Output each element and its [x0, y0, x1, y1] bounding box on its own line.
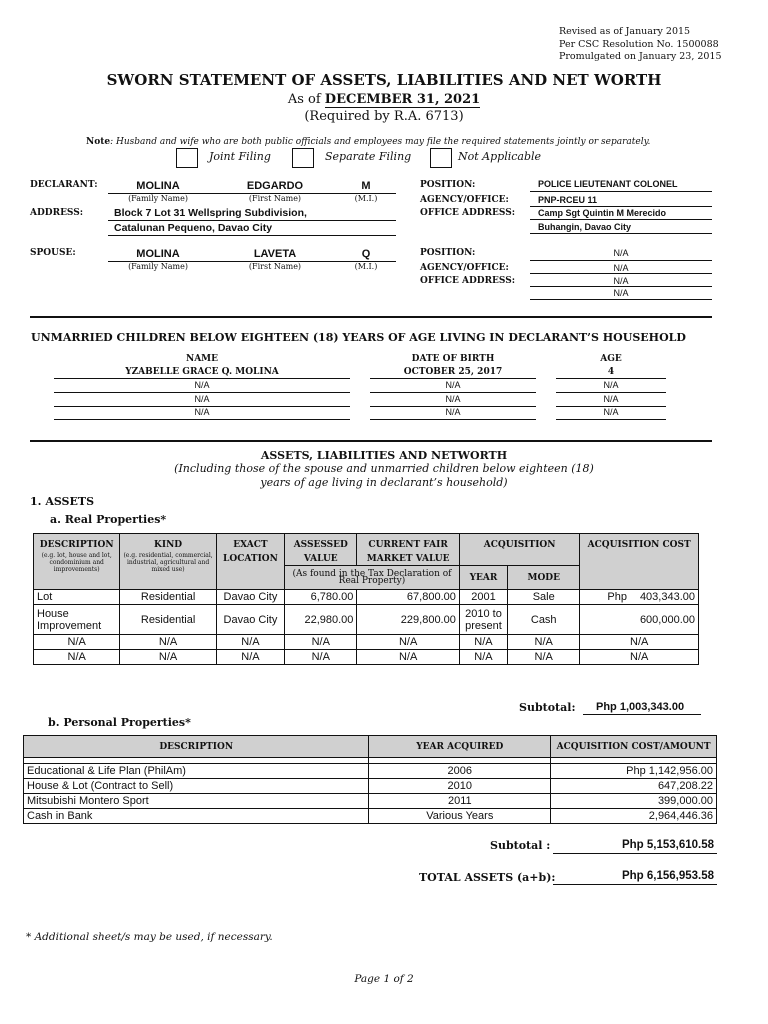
- declarant-address-line2: Catalunan Pequeno, Davao City: [114, 222, 273, 234]
- aln-heading: ASSETS, LIABILITIES AND NETWORTH: [260, 449, 508, 462]
- declarant-office-line1: Camp Sgt Quintin M Merecido: [538, 208, 667, 218]
- declarant-address-line1: Block 7 Lot 31 Wellspring Subdivision,: [114, 207, 307, 219]
- pp-cost: Php 1,142,956.00: [551, 764, 717, 779]
- position-label: POSITION:: [420, 180, 476, 190]
- agency-label: AGENCY/OFFICE:: [420, 195, 509, 205]
- real-desc: Lot: [34, 590, 120, 605]
- office-address-label: OFFICE ADDRESS:: [420, 208, 516, 218]
- table-row: [24, 779, 717, 794]
- pp-desc: Cash in Bank: [24, 809, 369, 824]
- child-age: N/A: [603, 380, 619, 390]
- spouse-first-name: LAVETA: [253, 248, 297, 260]
- real-cost: Php 403,343.00: [580, 590, 699, 605]
- col-cfmv: CURRENT FAIR MARKET VALUE: [357, 534, 459, 566]
- real-mode: N/A: [508, 650, 580, 665]
- declarant-agency: PNP-RCEU 11: [538, 195, 598, 205]
- real-properties-table: [33, 533, 699, 665]
- required-line: (Required by R.A. 6713): [304, 109, 464, 124]
- child-dob: N/A: [445, 380, 461, 390]
- col-pp-description: DESCRIPTION: [24, 736, 369, 758]
- real-cost: N/A: [580, 635, 699, 650]
- declarant-label: DECLARANT:: [30, 180, 98, 190]
- real-cfmv: N/A: [357, 650, 459, 665]
- as-of-label: As of: [287, 92, 321, 107]
- real-kind: Residential: [120, 605, 216, 635]
- declarant-first-name: EDGARDO: [246, 180, 304, 192]
- aln-subheading-1: (Including those of the spouse and unmarried children below eighteen (18): [174, 462, 594, 475]
- personal-properties-table: [23, 735, 717, 824]
- col-acquisition: ACQUISITION: [459, 534, 580, 566]
- not-applicable-checkbox[interactable]: [430, 148, 452, 168]
- pp-cost: 399,000.00: [551, 794, 717, 809]
- tax-declaration-note: (As found in the Tax Declaration of Real Property): [285, 566, 460, 590]
- aln-subheading-2: years of age living in declarant’s household): [260, 476, 508, 489]
- spouse-position-label: POSITION:: [420, 248, 476, 258]
- child-dob: N/A: [445, 407, 461, 417]
- child-dob: N/A: [445, 394, 461, 404]
- revision-line: Promulgated on January 23, 2015: [559, 51, 722, 62]
- spouse-mi: Q: [361, 248, 371, 260]
- spouse-family-caption: (Family Name): [128, 262, 188, 271]
- col-year: YEAR: [459, 566, 507, 590]
- as-of-date: DECEMBER 31, 2021: [324, 92, 481, 107]
- spouse-mi-caption: (M.I.): [354, 262, 378, 271]
- real-cost: 600,000.00: [580, 605, 699, 635]
- declarant-family-name: MOLINA: [136, 180, 180, 192]
- personal-properties-heading: b. Personal Properties*: [48, 716, 191, 729]
- table-row: [34, 635, 699, 650]
- col-acquisition-cost: ACQUISITION COST: [580, 534, 699, 590]
- pp-desc: House & Lot (Contract to Sell): [24, 779, 369, 794]
- total-assets-value: Php 6,156,953.58: [621, 870, 714, 882]
- pp-year: 2010: [369, 779, 551, 794]
- real-kind: N/A: [120, 635, 216, 650]
- real-location: N/A: [216, 650, 284, 665]
- col-mode: MODE: [508, 566, 580, 590]
- page-title: SWORN STATEMENT OF ASSETS, LIABILITIES AND NET WORTH: [106, 71, 662, 89]
- col-pp-year: YEAR ACQUIRED: [369, 736, 551, 758]
- spouse-agency: N/A: [613, 263, 629, 273]
- real-year: 2010 to present: [459, 605, 507, 635]
- mi-caption: (M.I.): [354, 194, 378, 203]
- separate-filing-label: Separate Filing: [325, 150, 412, 163]
- real-kind: N/A: [120, 650, 216, 665]
- assets-heading: 1. ASSETS: [30, 495, 95, 508]
- real-cfmv: N/A: [357, 635, 459, 650]
- note-text: : Husband and wife who are both public officials and employees may file the required statements jointly or separately.: [110, 137, 651, 147]
- revision-line: Per CSC Resolution No. 1500088: [559, 38, 719, 50]
- child-name: N/A: [194, 407, 210, 417]
- real-mode: Cash: [508, 605, 580, 635]
- joint-filing-checkbox[interactable]: [176, 148, 198, 168]
- pp-desc: Mitsubishi Montero Sport: [24, 794, 369, 809]
- real-location: N/A: [216, 635, 284, 650]
- pp-year: Various Years: [369, 809, 551, 824]
- revision-line: Revised as of January 2015: [559, 26, 691, 37]
- personal-subtotal-value: Php 5,153,610.58: [621, 839, 714, 851]
- declarant-office-line2: Buhangin, Davao City: [538, 222, 632, 232]
- child-name: N/A: [194, 394, 210, 404]
- revision-block: [559, 26, 722, 64]
- table-row: [34, 650, 699, 665]
- real-desc: House Improvement: [34, 605, 120, 635]
- table-row: [34, 590, 699, 605]
- table-row: [24, 794, 717, 809]
- real-assessed: 22,980.00: [285, 605, 357, 635]
- children-col-age: AGE: [600, 354, 622, 364]
- real-kind: Residential: [120, 590, 216, 605]
- spouse-label: SPOUSE:: [30, 248, 76, 258]
- child-name: N/A: [194, 380, 210, 390]
- real-year: N/A: [459, 635, 507, 650]
- personal-subtotal-label: Subtotal :: [490, 839, 551, 852]
- pp-cost: 647,208.22: [551, 779, 717, 794]
- real-properties-heading: a. Real Properties*: [50, 513, 167, 526]
- child-dob: OCTOBER 25, 2017: [403, 367, 503, 377]
- footnote: * Additional sheet/s may be used, if necessary.: [26, 931, 273, 943]
- real-assessed: N/A: [285, 650, 357, 665]
- col-description: DESCRIPTION (e.g. lot, house and lot, condominium and improvements): [34, 534, 120, 590]
- col-pp-cost: ACQUISITION COST/AMOUNT: [551, 736, 717, 758]
- col-location: EXACT LOCATION: [216, 534, 284, 590]
- children-col-name: NAME: [185, 354, 219, 364]
- real-location: Davao City: [216, 590, 284, 605]
- pp-cost: 2,964,446.36: [551, 809, 717, 824]
- pp-year: 2011: [369, 794, 551, 809]
- spouse-position: N/A: [613, 248, 629, 258]
- col-kind: KIND (e.g. residential, commercial, industrial, agricultural and mixed use): [120, 534, 216, 590]
- spouse-office-line2: N/A: [613, 288, 629, 298]
- child-age: N/A: [603, 407, 619, 417]
- address-label: ADDRESS:: [30, 208, 84, 218]
- children-col-dob: DATE OF BIRTH: [411, 354, 495, 364]
- real-desc: N/A: [34, 650, 120, 665]
- real-mode: N/A: [508, 635, 580, 650]
- real-location: Davao City: [216, 605, 284, 635]
- declarant-mi: M: [361, 180, 371, 192]
- note: [86, 137, 650, 147]
- real-assessed: N/A: [285, 635, 357, 650]
- spouse-first-caption: (First Name): [248, 262, 302, 271]
- real-subtotal-value: Php 1,003,343.00: [596, 701, 685, 713]
- real-subtotal-label: Subtotal:: [519, 701, 576, 714]
- total-assets-label: TOTAL ASSETS (a+b):: [419, 871, 556, 884]
- not-applicable-label: Not Applicable: [458, 150, 542, 163]
- children-heading: UNMARRIED CHILDREN BELOW EIGHTEEN (18) YEARS OF AGE LIVING IN DECLARANT’S HOUSEHOLD: [31, 331, 686, 344]
- real-year: 2001: [459, 590, 507, 605]
- spouse-agency-label: AGENCY/OFFICE:: [420, 263, 509, 273]
- col-assessed: ASSESSED VALUE: [285, 534, 357, 566]
- real-mode: Sale: [508, 590, 580, 605]
- page-number: Page 1 of 2: [354, 973, 414, 985]
- pp-desc: Educational & Life Plan (PhilAm): [24, 764, 369, 779]
- table-row: [24, 764, 717, 779]
- real-assessed: 6,780.00: [285, 590, 357, 605]
- joint-filing-label: Joint Filing: [209, 150, 271, 163]
- family-name-caption: (Family Name): [128, 194, 188, 203]
- spouse-office-label: OFFICE ADDRESS:: [420, 276, 516, 286]
- table-row: [34, 605, 699, 635]
- table-row: [24, 809, 717, 824]
- child-age: 4: [607, 367, 615, 377]
- real-cfmv: 229,800.00: [357, 605, 459, 635]
- real-cfmv: 67,800.00: [357, 590, 459, 605]
- as-of-line: [0, 92, 768, 107]
- spouse-office-line1: N/A: [613, 276, 629, 286]
- separate-filing-checkbox[interactable]: [292, 148, 314, 168]
- real-desc: N/A: [34, 635, 120, 650]
- child-name: YZABELLE GRACE Q. MOLINA: [125, 367, 279, 377]
- first-name-caption: (First Name): [248, 194, 302, 203]
- pp-year: 2006: [369, 764, 551, 779]
- real-cost: N/A: [580, 650, 699, 665]
- real-year: N/A: [459, 650, 507, 665]
- spouse-family-name: MOLINA: [136, 248, 180, 260]
- child-age: N/A: [603, 394, 619, 404]
- declarant-position: POLICE LIEUTENANT COLONEL: [538, 179, 678, 189]
- note-label: Note: [86, 137, 111, 147]
